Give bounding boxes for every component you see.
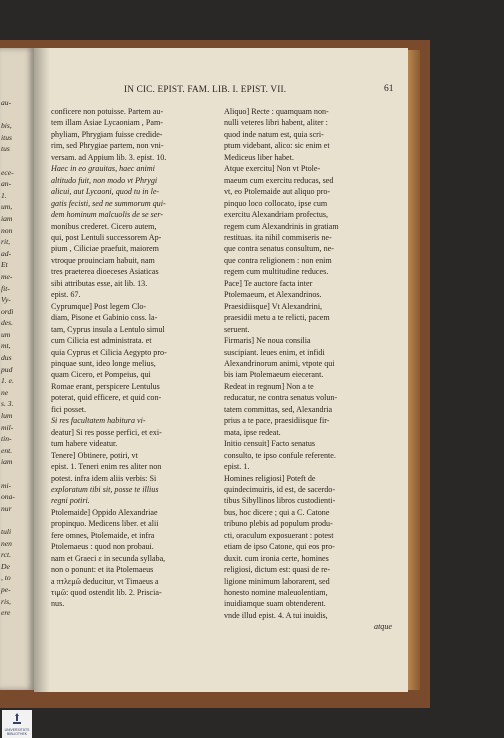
text-line: fere omnes, Ptolemaide, et infra — [51, 530, 155, 540]
text-line: nulli veteres libri habent, aliter : — [224, 118, 328, 128]
facing-page-line: ris, — [1, 596, 11, 606]
text-line: duxit. cum ironia certe, homines — [224, 553, 329, 563]
text-line: tam, Cyprus insula a Lentulo simul — [51, 324, 165, 334]
facing-page-line: ent. — [1, 445, 13, 455]
text-line: etiam de ipso Catone, qui eos pro- — [224, 542, 335, 552]
library-logo — [2, 710, 32, 738]
facing-page-line: 1. e. — [1, 376, 14, 386]
text-line: honesto nomine maleuolentiam, — [224, 588, 328, 598]
text-line: Cyprumque] Post legem Clo- — [51, 301, 147, 311]
text-line: Atque exercitu] Non vt Ptole- — [224, 164, 321, 174]
text-line: quindecimuiris, id est, de sacerdo- — [224, 484, 336, 494]
page-edges — [408, 50, 420, 690]
text-line: qui, post Lentuli successorem Ap- — [51, 232, 162, 242]
page-number: 61 — [384, 84, 394, 94]
facing-page-line: iam — [1, 213, 13, 223]
text-line: conficere non potuisse. Partem au- — [51, 107, 164, 116]
facing-page-line: bis, — [1, 121, 12, 131]
text-line: bus, hoc dicere ; qui a C. Catone — [224, 507, 330, 517]
text-line: tem illam Asiae Lycaoniam , Pam- — [51, 118, 163, 128]
text-line: cum Cilicia est administrata. et — [51, 336, 152, 346]
text-line: tres praeterea dioeceses Asiaticas — [51, 267, 159, 277]
text-line: suscipiant. leues enim, et infidi — [224, 347, 325, 357]
text-line: que contra senatus consultum, ne- — [224, 244, 334, 254]
facing-page-line — [1, 155, 33, 167]
text-line: potest. infra idem aliis verbis: Si — [51, 473, 157, 483]
text-line: pinquo loco collocato, ipse cum — [224, 198, 328, 208]
text-line: Mediceus liber habet. — [224, 152, 294, 162]
left-column — [51, 106, 219, 610]
facing-page-line: fit- — [1, 283, 10, 293]
text-line: epist. 1. — [224, 462, 250, 472]
catchword: atque — [374, 622, 392, 632]
text-line: pinquae sunt, ideo longe melius, — [51, 358, 156, 368]
text-line: quod inde natum est, quia scri- — [224, 129, 324, 139]
facing-page-line: rit, — [1, 237, 11, 247]
text-line: Alexandrinorum animi, vtpote qui — [224, 358, 335, 368]
text-line: versam. ad Appium lib. 3. epist. 10. — [51, 152, 167, 162]
text-line: Romae erant, perspicere Lentulus — [51, 381, 160, 391]
text-line: epist. 1. Teneri enim res aliter non — [51, 462, 162, 472]
facing-page-fragment — [0, 48, 34, 690]
text-line: tatem committas, sed, Alexandria — [224, 404, 333, 414]
text-line: deatur] Si res posse perfici, et exi- — [51, 427, 162, 437]
facing-page-line: tin- — [1, 434, 12, 444]
text-line: vtroque prouinciam habuit, nam — [51, 255, 155, 265]
text-line: exploratum tibi sit, posse te illius — [51, 484, 159, 494]
facing-page-line: itus — [1, 132, 12, 142]
text-line: Initio censuit] Facto senatus — [224, 439, 316, 449]
text-line: dem hominum malcuolis de se ser- — [51, 210, 164, 220]
text-line: altitudo fuit, non modo vt Phrygi — [51, 175, 158, 185]
text-line: cti, oraculum exposuerant : potest — [224, 530, 334, 540]
facing-page-line: pud — [1, 364, 13, 374]
facing-page-line: ad- — [1, 248, 12, 258]
text-line: mata, ipse redeat. — [224, 427, 281, 437]
facing-page-line: Et — [1, 260, 8, 270]
facing-page-line: ona- — [1, 492, 15, 502]
text-line: rim, sed Phrygiae partem, non vni- — [51, 141, 164, 151]
facing-page-line: an- — [1, 179, 12, 189]
facing-page-line: pe- — [1, 584, 11, 594]
text-line: alicui, aut Lycaoni, quod tu in le- — [51, 187, 160, 197]
text-line: regem cum Alexandrinis in gratiam — [224, 221, 339, 231]
text-line: Firmaris] Ne noua consilia — [224, 336, 311, 346]
facing-page-line: nur — [1, 503, 12, 513]
text-line: Praesidiisque] Vt Alexandrini, — [224, 301, 323, 311]
text-line: Ptolemaeum, et Alexandrinos. — [224, 290, 322, 300]
facing-page-line: iam — [1, 457, 13, 467]
text-line: fici posset. — [51, 404, 87, 414]
facing-page-line: , to — [1, 573, 11, 583]
text-line: ligione minimum laborarent, sed — [224, 576, 330, 586]
text-line: tum habere videatur. — [51, 439, 118, 449]
text-line: τιμῶ: quod ostendit lib. 2. Priscia- — [51, 588, 162, 598]
text-line: diam, Pisone et Gabinio coss. la- — [51, 313, 158, 323]
text-line: regem cum multitudine reduces. — [224, 267, 329, 277]
facing-page-line: tuli — [1, 526, 12, 536]
right-column — [224, 106, 392, 633]
text-line: Aliquo] Recte : quamquam non- — [224, 107, 329, 116]
text-line: que contra religionem : non enim — [224, 255, 332, 265]
text-line: quia Cyprus et Cilicia Aegypto pro- — [51, 347, 167, 357]
text-line: nam et Graeci ε in secunda syllaba, — [51, 553, 166, 563]
facing-page-line: mt, — [1, 341, 11, 351]
facing-page-line: s. 3. — [1, 399, 14, 409]
text-line: nus. — [51, 599, 65, 609]
facing-page-line: dus — [1, 353, 12, 363]
text-line: propinquo. Medicens liber. et alii — [51, 519, 159, 529]
text-line: a πτλεμῶ deducitur, vt Timaeus a — [51, 576, 159, 586]
text-line: Redeat in regnum] Non a te — [224, 381, 314, 391]
text-line: vt, eo Ptolemaide aut aliquo pro- — [224, 187, 331, 197]
facing-page-line: 1. — [1, 190, 7, 200]
library-logo-label: UNIVERSITÄTS BIBLIOTHEK — [4, 728, 30, 736]
text-line: consulto, te ipso confule referente. — [224, 450, 336, 460]
text-line: Si res facultatem habitura vi- — [51, 416, 146, 426]
text-line: bis iam Ptolemaeum eiecerant. — [224, 370, 324, 380]
text-line: exercitu Alexandriam profectus, — [224, 210, 329, 220]
text-line: epist. 67. — [51, 290, 81, 300]
facing-page-line: ordi — [1, 306, 14, 316]
facing-page-line: non — [1, 225, 13, 235]
facing-page-line: De — [1, 561, 10, 571]
text-line: seruent. — [224, 324, 250, 334]
text-line: monibus crederet. Cicero autem, — [51, 221, 157, 231]
text-line: praesidii metu a te relicti, pacem — [224, 313, 330, 323]
library-logo-icon — [12, 713, 22, 725]
book-page — [34, 48, 408, 692]
facing-page-text — [1, 97, 33, 619]
text-line: quam Cicero, et Pompeius, qui — [51, 370, 151, 380]
facing-page-line: ece- — [1, 167, 14, 177]
text-line: phyliam, Phrygiam fuisse credide- — [51, 129, 163, 139]
text-line: reducatur, ne contra senatus volun- — [224, 393, 338, 403]
facing-page-line: mi- — [1, 480, 12, 490]
text-line: Ptolemaide] Oppido Alexandriae — [51, 507, 158, 517]
page-gutter-shadow — [34, 48, 50, 692]
text-line: vnde illud epist. 4. A tui inuidis, — [224, 610, 328, 620]
facing-page-line: nen — [1, 538, 12, 548]
facing-page-line: rct. — [1, 550, 12, 560]
text-line: Haec in eo grauitas, haec animi — [51, 164, 155, 174]
facing-page-line: ne — [1, 387, 9, 397]
facing-page-line: me- — [1, 271, 13, 281]
text-line: religiosi, dictum est: quasi de re- — [224, 565, 331, 575]
text-line: pium , Ciliciae praefuit, maiorem — [51, 244, 159, 254]
text-line: prius a te pace, praesidiisque fir- — [224, 416, 330, 426]
text-line: maeum cum exercitu reducas, sed — [224, 175, 334, 185]
text-line: non ο ponunt: et ita Ptolemaeus — [51, 565, 154, 575]
facing-page-line — [1, 109, 33, 121]
text-line: restituas. ita nihil commiseris ne- — [224, 232, 332, 242]
facing-page-line: ere — [1, 608, 11, 618]
text-line: inuidiamque suam obtenderent. — [224, 599, 326, 609]
facing-page-line: lum — [1, 411, 13, 421]
text-line: sibi attributas esse, ait lib. 13. — [51, 278, 148, 288]
facing-page-line — [1, 468, 33, 480]
text-line: tribuno plebis ad populum produ- — [224, 519, 333, 529]
facing-page-line: um — [1, 329, 11, 339]
facing-page-line — [1, 514, 33, 526]
text-line: tibus Sibyllinos libros custodienti- — [224, 496, 336, 506]
running-title: IN CIC. EPIST. FAM. LIB. I. EPIST. VII. — [124, 84, 287, 94]
text-line: ptum videbant, alico: sic enim et — [224, 141, 330, 151]
text-line: Ptolemaeus : quod non probaui. — [51, 542, 154, 552]
facing-page-line: Vy- — [1, 295, 11, 305]
text-line: gatis fecisti, sed ne summorum qui- — [51, 198, 166, 208]
text-line: Tenere] Obtinere, potiri, vt — [51, 450, 138, 460]
facing-page-line: um, — [1, 202, 13, 212]
facing-page-line: tus — [1, 144, 10, 154]
facing-page-line: au- — [1, 98, 12, 107]
facing-page-line: mil- — [1, 422, 14, 432]
text-line: Pace] Te auctore facta inter — [224, 278, 313, 288]
text-line: Homines religiosi] Poteft de — [224, 473, 316, 483]
text-line: regni potiri. — [51, 496, 90, 506]
text-line: poterat, quid efficere, et quid con- — [51, 393, 162, 403]
facing-page-line: des. — [1, 318, 14, 328]
